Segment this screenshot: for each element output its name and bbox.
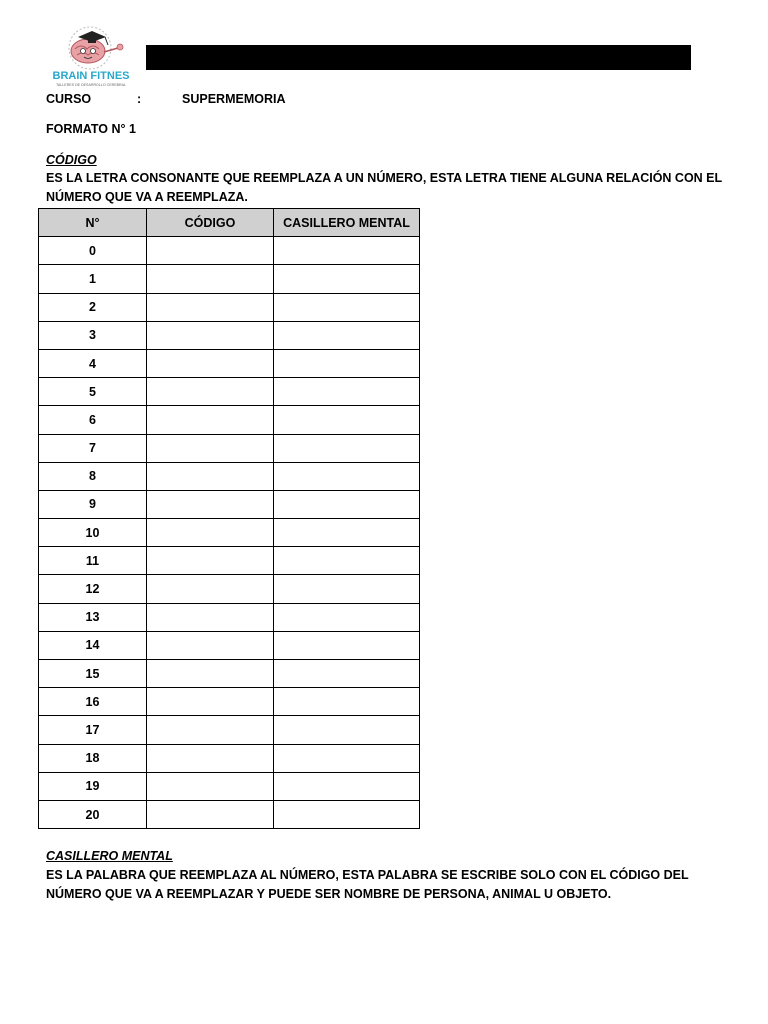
codigo-section-title: CÓDIGO [46, 153, 97, 167]
row-number: 4 [39, 349, 147, 377]
row-number: 3 [39, 321, 147, 349]
codigo-cell[interactable] [147, 321, 274, 349]
casillero-description-line1: ES LA PALABRA QUE REEMPLAZA AL NÚMERO, ESTA PALABRA SE ESCRIBE SOLO CON EL CÓDIGO DEL [46, 868, 689, 882]
column-header-casillero-mental: CASILLERO MENTAL [274, 209, 420, 237]
row-number: 17 [39, 716, 147, 744]
casillero-mental-cell[interactable] [274, 293, 420, 321]
casillero-mental-cell[interactable] [274, 603, 420, 631]
codigo-cell[interactable] [147, 378, 274, 406]
table-row [39, 265, 420, 293]
table-row [39, 378, 420, 406]
codigo-cell[interactable] [147, 406, 274, 434]
row-number: 13 [39, 603, 147, 631]
codigo-cell[interactable] [147, 800, 274, 828]
casillero-mental-cell[interactable] [274, 688, 420, 716]
casillero-mental-cell[interactable] [274, 378, 420, 406]
codigo-cell[interactable] [147, 772, 274, 800]
logo-text: BRAIN FITNES [52, 70, 130, 82]
casillero-mental-cell[interactable] [274, 490, 420, 518]
casillero-mental-cell[interactable] [274, 660, 420, 688]
table-row [39, 349, 420, 377]
table-row [39, 688, 420, 716]
casillero-mental-cell[interactable] [274, 349, 420, 377]
table-row [39, 772, 420, 800]
codigo-cell[interactable] [147, 547, 274, 575]
row-number: 15 [39, 660, 147, 688]
codigo-cell[interactable] [147, 575, 274, 603]
codigo-cell[interactable] [147, 434, 274, 462]
casillero-mental-cell[interactable] [274, 575, 420, 603]
column-header-codigo: CÓDIGO [147, 209, 274, 237]
brain-fitnes-logo [48, 24, 134, 88]
row-number: 2 [39, 293, 147, 321]
table-row [39, 434, 420, 462]
row-number: 18 [39, 744, 147, 772]
row-number: 9 [39, 490, 147, 518]
casillero-section-title: CASILLERO MENTAL [46, 849, 173, 863]
logo-subtext: TALLERES DE DESARROLLO CEREBRAL [55, 83, 127, 87]
casillero-mental-cell[interactable] [274, 406, 420, 434]
table-row [39, 631, 420, 659]
format-title: FORMATO N° 1 [46, 122, 136, 136]
table-row [39, 660, 420, 688]
table-row [39, 321, 420, 349]
table-row [39, 490, 420, 518]
row-number: 11 [39, 547, 147, 575]
codigo-cell[interactable] [147, 349, 274, 377]
codigo-description-line2: NÚMERO QUE VA A REEMPLAZA. [46, 190, 248, 204]
casillero-mental-cell[interactable] [274, 772, 420, 800]
table-row [39, 603, 420, 631]
column-header-number: N° [39, 209, 147, 237]
row-number: 16 [39, 688, 147, 716]
table-row [39, 293, 420, 321]
codigo-cell[interactable] [147, 688, 274, 716]
casillero-mental-cell[interactable] [274, 237, 420, 265]
codigo-cell[interactable] [147, 293, 274, 321]
table-row [39, 575, 420, 603]
table-row [39, 744, 420, 772]
casillero-mental-cell[interactable] [274, 547, 420, 575]
casillero-mental-cell[interactable] [274, 519, 420, 547]
casillero-mental-cell[interactable] [274, 462, 420, 490]
codigo-cell[interactable] [147, 660, 274, 688]
codigo-cell[interactable] [147, 716, 274, 744]
table-row [39, 519, 420, 547]
row-number: 8 [39, 462, 147, 490]
header-black-bar [146, 45, 691, 70]
codigo-cell[interactable] [147, 744, 274, 772]
casillero-mental-cell[interactable] [274, 265, 420, 293]
codigo-cell[interactable] [147, 237, 274, 265]
row-number: 12 [39, 575, 147, 603]
row-number: 14 [39, 631, 147, 659]
casillero-mental-cell[interactable] [274, 800, 420, 828]
table-row [39, 547, 420, 575]
course-label: CURSO [46, 92, 92, 106]
row-number: 19 [39, 772, 147, 800]
codigo-cell[interactable] [147, 519, 274, 547]
table-row [39, 237, 420, 265]
casillero-mental-cell[interactable] [274, 631, 420, 659]
table-row [39, 716, 420, 744]
course-colon: : [137, 92, 142, 106]
row-number: 0 [39, 237, 147, 265]
row-number: 1 [39, 265, 147, 293]
table-row [39, 406, 420, 434]
row-number: 7 [39, 434, 147, 462]
codigo-cell[interactable] [147, 490, 274, 518]
codigo-description-line1: ES LA LETRA CONSONANTE QUE REEMPLAZA A UN NÚMERO, ESTA LETRA TIENE ALGUNA RELACIÓN CON EL [46, 171, 723, 185]
codigo-cell[interactable] [147, 631, 274, 659]
casillero-description-line2: NÚMERO QUE VA A REEMPLAZAR Y PUEDE SER NOMBRE DE PERSONA, ANIMAL U OBJETO. [46, 887, 612, 901]
row-number: 5 [39, 378, 147, 406]
casillero-mental-cell[interactable] [274, 744, 420, 772]
codigo-cell[interactable] [147, 462, 274, 490]
codigo-table [38, 208, 420, 829]
casillero-mental-cell[interactable] [274, 434, 420, 462]
casillero-mental-cell[interactable] [274, 321, 420, 349]
table-row [39, 462, 420, 490]
casillero-mental-cell[interactable] [274, 716, 420, 744]
row-number: 6 [39, 406, 147, 434]
codigo-cell[interactable] [147, 265, 274, 293]
codigo-cell[interactable] [147, 603, 274, 631]
table-header-row [39, 209, 420, 237]
row-number: 10 [39, 519, 147, 547]
course-value: SUPERMEMORIA [182, 92, 286, 106]
row-number: 20 [39, 800, 147, 828]
table-row [39, 800, 420, 828]
